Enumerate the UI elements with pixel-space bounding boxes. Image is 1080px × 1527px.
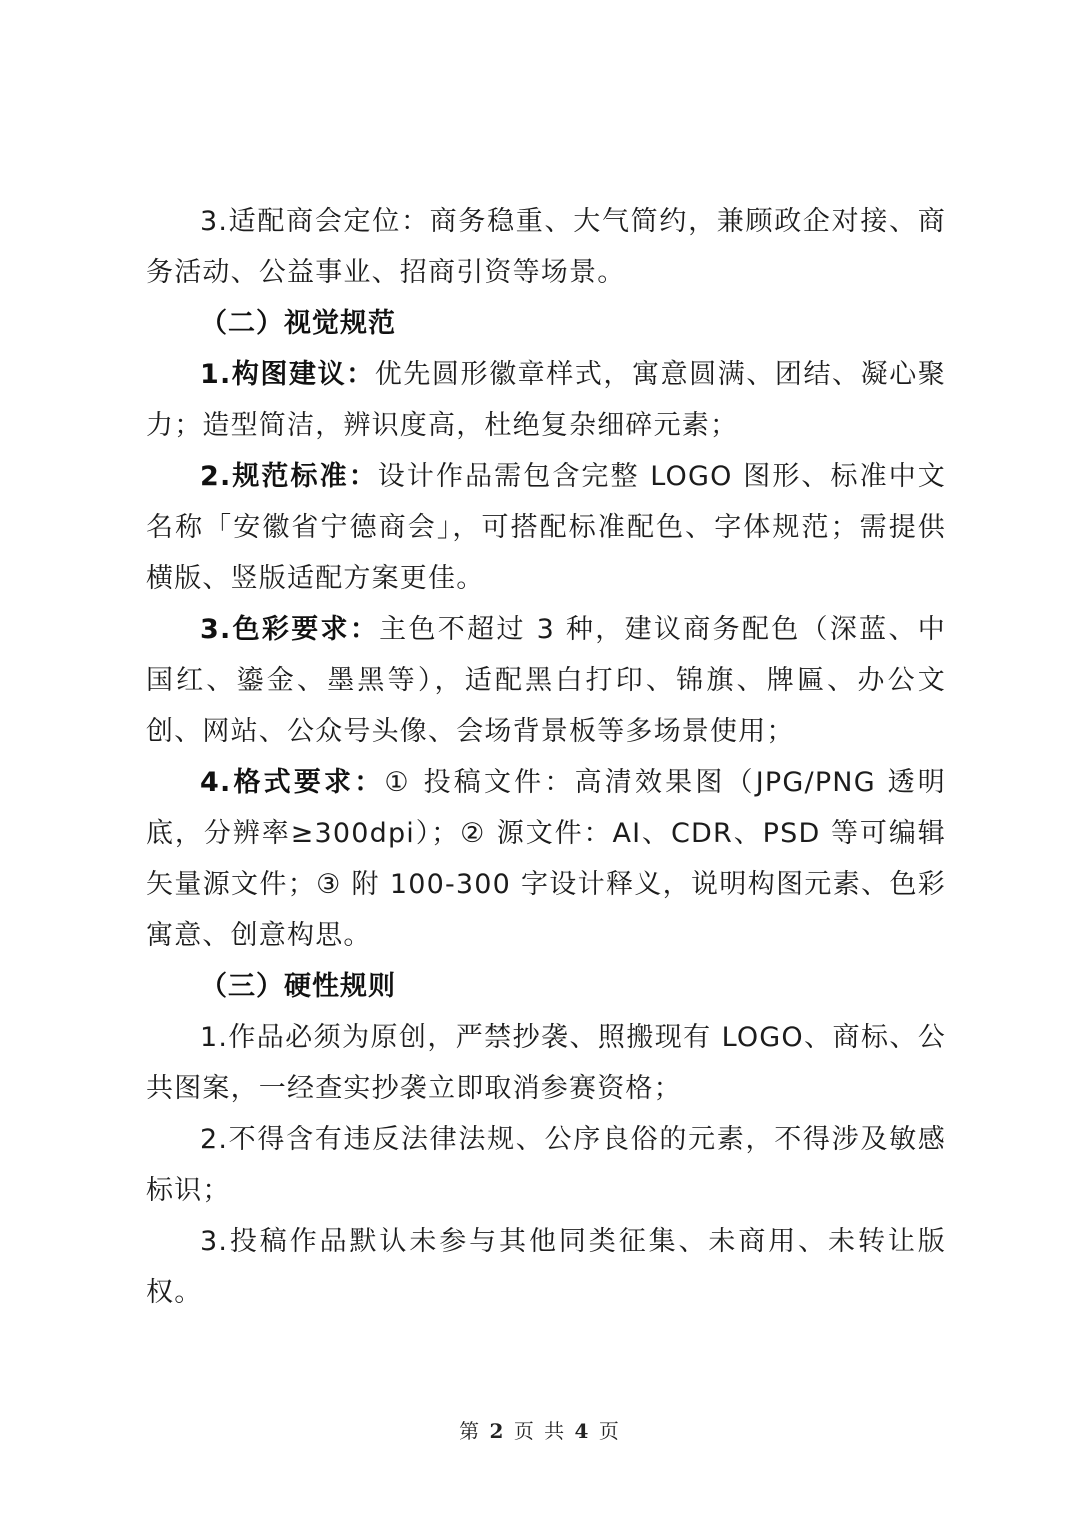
paragraph-composition (146, 349, 946, 451)
paragraph-lead: 4.格式要求： (200, 767, 385, 798)
footer-prefix: 第 (459, 1419, 482, 1443)
page-number-current: 2 (489, 1419, 506, 1443)
section-heading-visual-spec (146, 298, 946, 349)
paragraph-text: 主色不超过 3 种，建议商务配色（深蓝、中国红、鎏金、墨黑等），适配黑白打印、锦旗、牌匾、办公文创、网站、公众号头像、会场背景板等多场景使用； (146, 614, 946, 747)
paragraph-standards (146, 451, 946, 604)
paragraph-text: 优先圆形徽章样式，寓意圆满、团结、凝心聚力；造型简洁，辨识度高，杜绝复杂细碎元素； (146, 359, 947, 441)
section-heading-hard-rules (146, 961, 946, 1012)
paragraph-rule-legal (146, 1114, 946, 1216)
paragraph-text: 1.作品必须为原创，严禁抄袭、照搬现有 LOGO、商标、公共图案，一经查实抄袭立即取消参赛资格； (146, 1022, 946, 1104)
paragraph-format (146, 757, 946, 961)
paragraph-positioning (146, 196, 946, 298)
paragraph-text: 3.投稿作品默认未参与其他同类征集、未商用、未转让版权。 (146, 1226, 946, 1308)
footer-middle: 页 共 (513, 1419, 567, 1443)
page-number-total: 4 (574, 1419, 591, 1443)
heading-text: （三）硬性规则 (200, 971, 396, 1002)
paragraph-text: ① 投稿文件：高清效果图（JPG/PNG 透明底，分辨率≥300dpi）；② 源文件：AI、CDR、PSD 等可编辑矢量源文件；③ 附 100-300 字设计释义，说明构图元素、色彩寓意、创意构思。 (146, 767, 946, 951)
paragraph-text: 3.适配商会定位：商务稳重、大气简约，兼顾政企对接、商务活动、公益事业、招商引资等场景。 (146, 206, 946, 288)
paragraph-lead: 3.色彩要求： (200, 614, 380, 645)
paragraph-colors (146, 604, 946, 757)
footer-suffix: 页 (598, 1419, 621, 1443)
paragraph-rule-original (146, 1012, 946, 1114)
paragraph-text: 设计作品需包含完整 LOGO 图形、标准中文名称「安徽省宁德商会」，可搭配标准配色、字体规范；需提供横版、竖版适配方案更佳。 (146, 461, 946, 594)
paragraph-rule-copyright (146, 1216, 946, 1318)
paragraph-lead: 2.规范标准： (200, 461, 378, 492)
document-body (146, 196, 946, 1318)
paragraph-text: 2.不得含有违反法律法规、公序良俗的元素，不得涉及敏感标识； (146, 1124, 946, 1206)
heading-text: （二）视觉规范 (200, 308, 396, 339)
page-footer (0, 1415, 1080, 1444)
paragraph-lead: 1.构图建议： (200, 359, 375, 390)
